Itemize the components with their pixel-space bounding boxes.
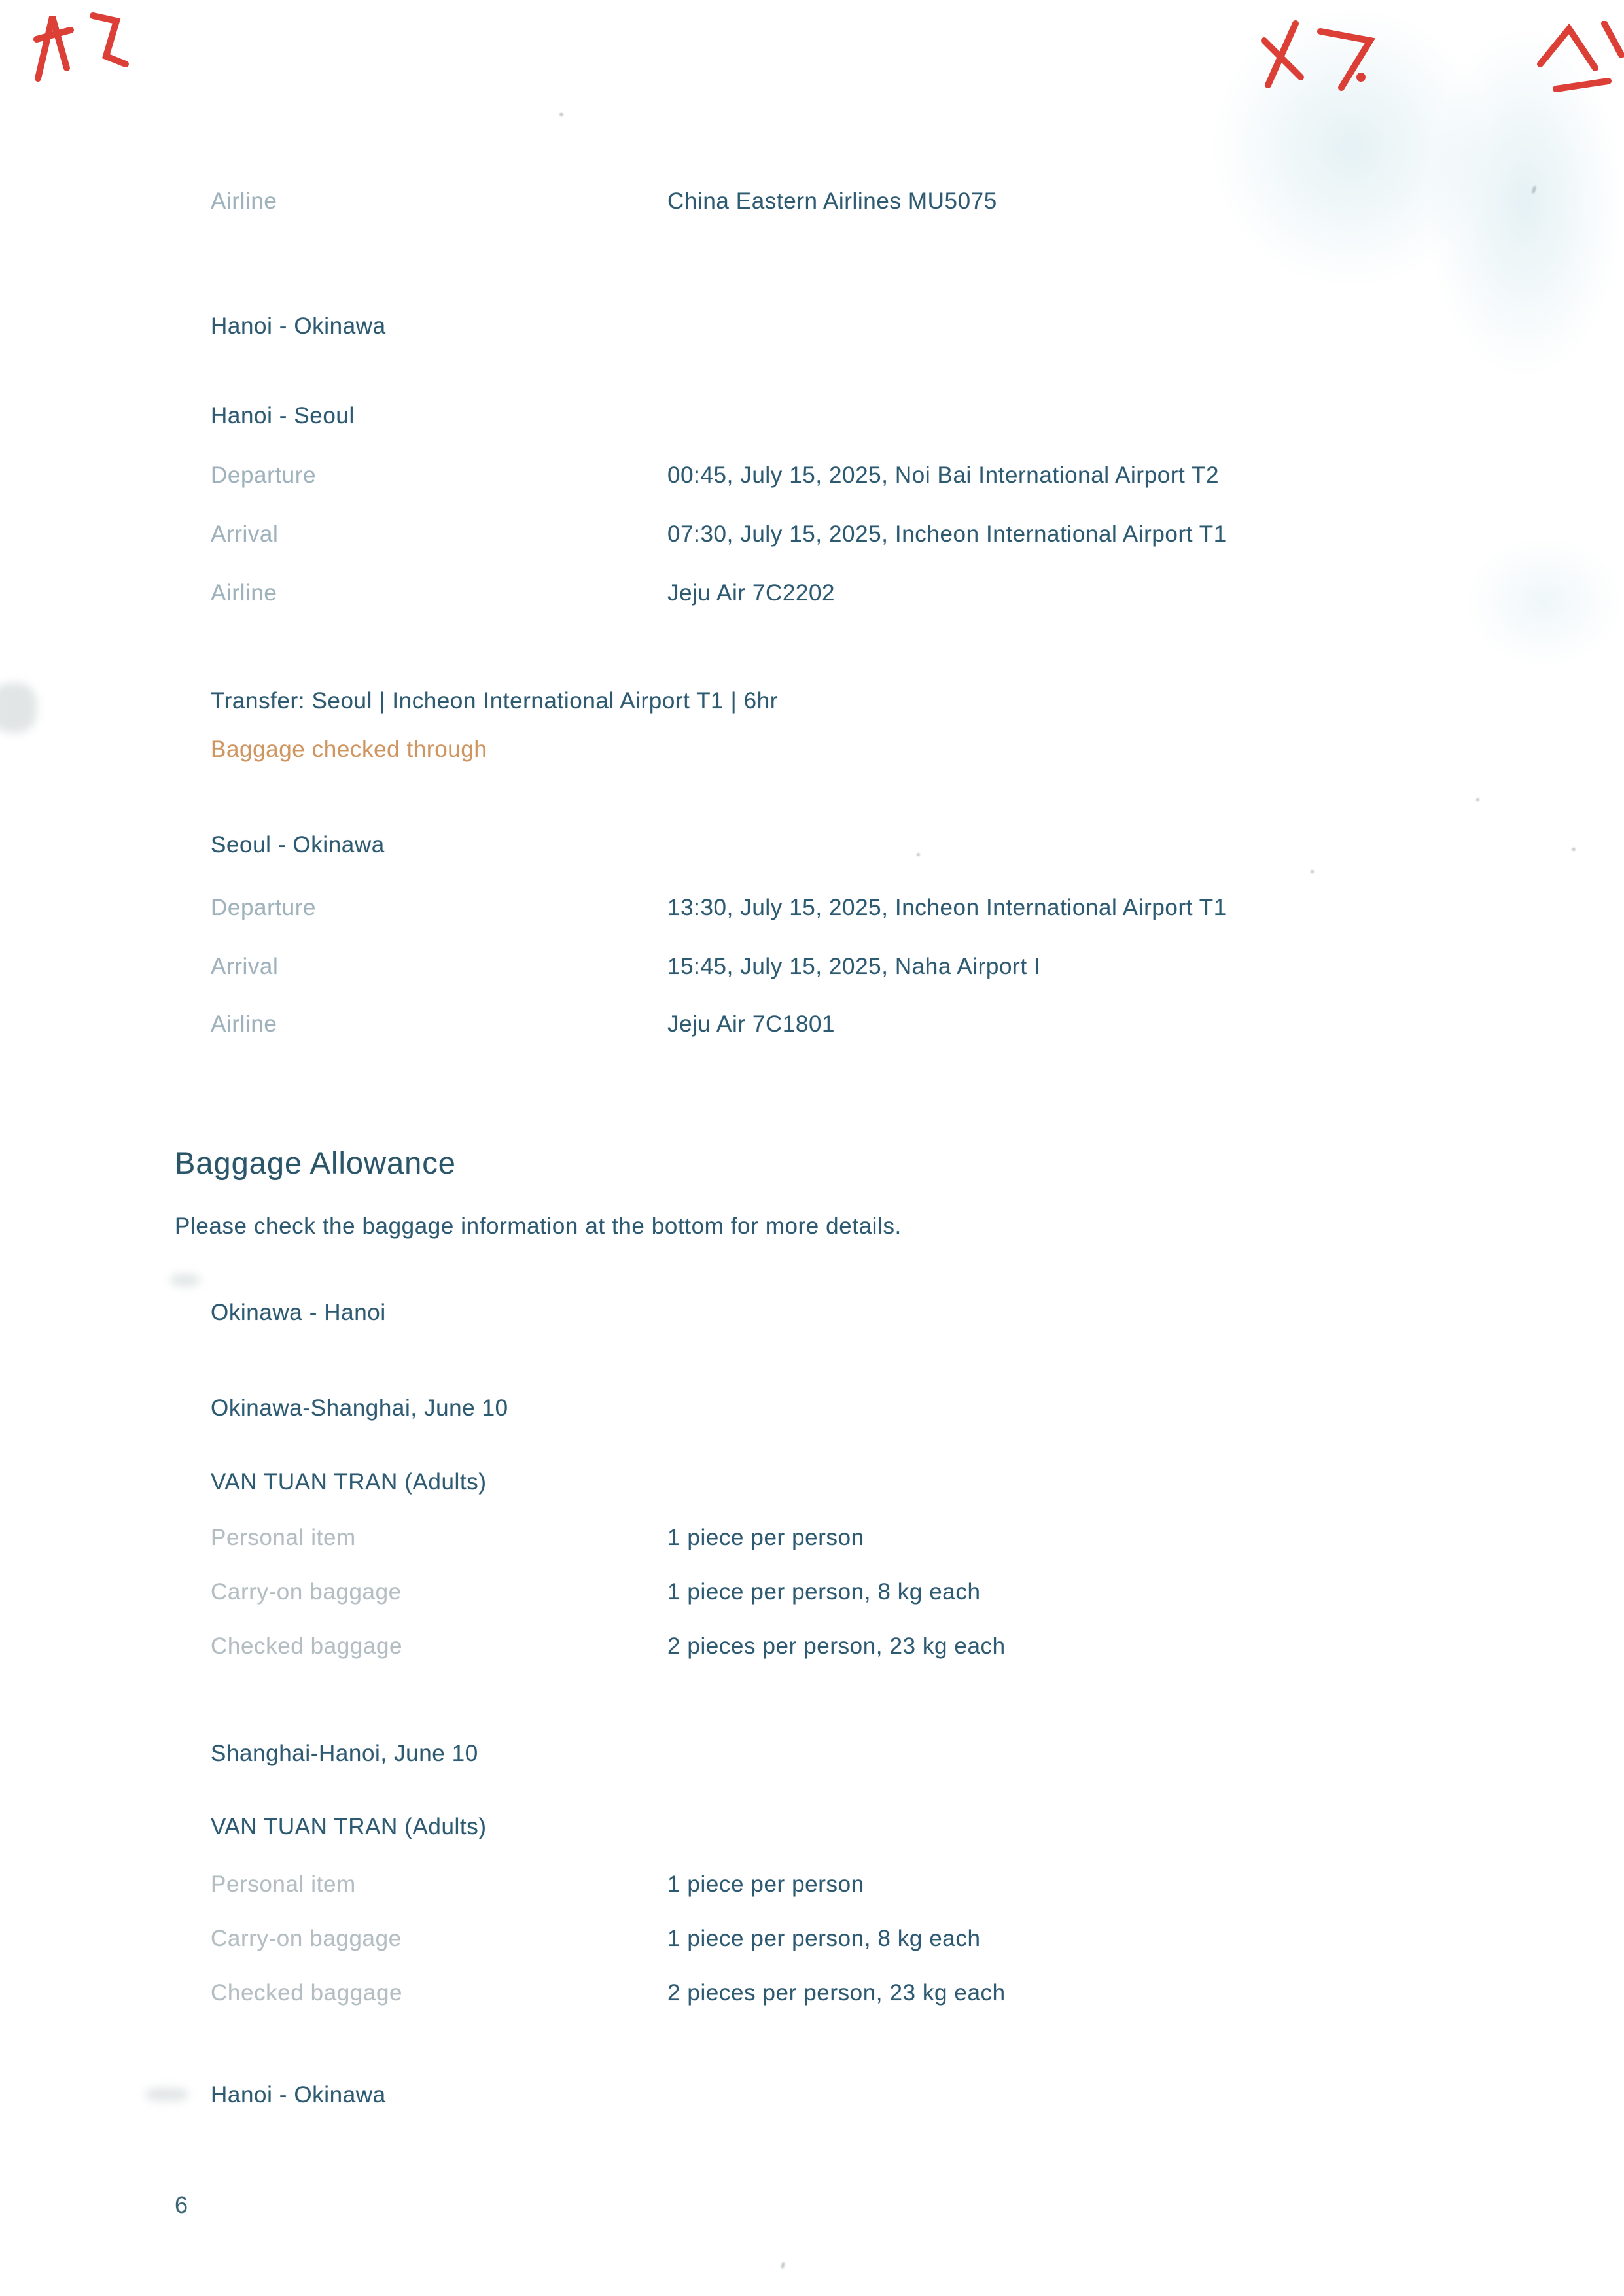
arrival-label: Arrival [211, 954, 279, 979]
airline-label: Airline [211, 580, 277, 606]
departure-label: Departure [211, 462, 317, 488]
red-scan-mark-icon [33, 5, 137, 87]
baggage-group-title: Shanghai-Hanoi, June 10 [211, 1741, 478, 1766]
carry-on-label: Carry-on baggage [211, 1926, 402, 1951]
baggage-checked-note: Baggage checked through [211, 737, 487, 762]
scan-speck [559, 113, 563, 116]
baggage-allowance-heading: Baggage Allowance [175, 1145, 456, 1180]
airline-value: China Eastern Airlines MU5075 [667, 188, 997, 214]
page-number: 6 [175, 2191, 188, 2218]
scan-blotch [1466, 536, 1623, 667]
scan-speck [1476, 798, 1479, 801]
carry-on-value: 1 piece per person, 8 kg each [667, 1926, 981, 1951]
scan-smudge [0, 683, 37, 733]
arrival-value: 15:45, July 15, 2025, Naha Airport I [667, 954, 1041, 979]
checked-baggage-label: Checked baggage [211, 1633, 403, 1659]
personal-item-label: Personal item [211, 1871, 356, 1897]
arrival-value: 07:30, July 15, 2025, Incheon International Airport T1 [667, 521, 1227, 547]
departure-label: Departure [211, 895, 317, 920]
next-route-heading: Hanoi - Okinawa [211, 2082, 386, 2108]
personal-item-value: 1 piece per person [667, 1525, 864, 1550]
checked-baggage-value: 2 pieces per person, 23 kg each [667, 1633, 1006, 1659]
baggage-group-title: Okinawa-Shanghai, June 10 [211, 1395, 508, 1421]
airline-label: Airline [211, 188, 277, 214]
personal-item-label: Personal item [211, 1525, 356, 1550]
arrival-label: Arrival [211, 521, 279, 547]
segment-title: Seoul - Okinawa [211, 832, 385, 858]
airline-value: Jeju Air 7C2202 [667, 580, 836, 606]
carry-on-value: 1 piece per person, 8 kg each [667, 1579, 981, 1605]
route-heading: Hanoi - Okinawa [211, 313, 386, 339]
scan-speck [1572, 848, 1576, 851]
scan-smudge [145, 2088, 188, 2101]
baggage-route-heading: Okinawa - Hanoi [211, 1300, 386, 1325]
passenger-name: VAN TUAN TRAN (Adults) [211, 1814, 487, 1839]
personal-item-value: 1 piece per person [667, 1871, 864, 1897]
departure-value: 13:30, July 15, 2025, Incheon International Airport T1 [667, 895, 1227, 920]
checked-baggage-label: Checked baggage [211, 1980, 403, 2006]
passenger-name: VAN TUAN TRAN (Adults) [211, 1469, 487, 1495]
airline-value: Jeju Air 7C1801 [667, 1011, 836, 1037]
scan-speck [917, 853, 920, 856]
scan-speck [1311, 870, 1314, 873]
scan-smudge [170, 1274, 200, 1286]
transfer-note: Transfer: Seoul | Incheon International Airport T1 | 6hr [211, 688, 778, 714]
airline-label: Airline [211, 1011, 277, 1037]
checked-baggage-value: 2 pieces per person, 23 kg each [667, 1980, 1006, 2006]
baggage-allowance-subtext: Please check the baggage information at the bottom for more details. [175, 1213, 902, 1239]
scan-speck [781, 2262, 785, 2269]
departure-value: 00:45, July 15, 2025, Noi Bai International Airport T2 [667, 462, 1220, 488]
carry-on-label: Carry-on baggage [211, 1579, 402, 1605]
scan-blotch [1426, 26, 1623, 379]
segment-title: Hanoi - Seoul [211, 403, 355, 428]
